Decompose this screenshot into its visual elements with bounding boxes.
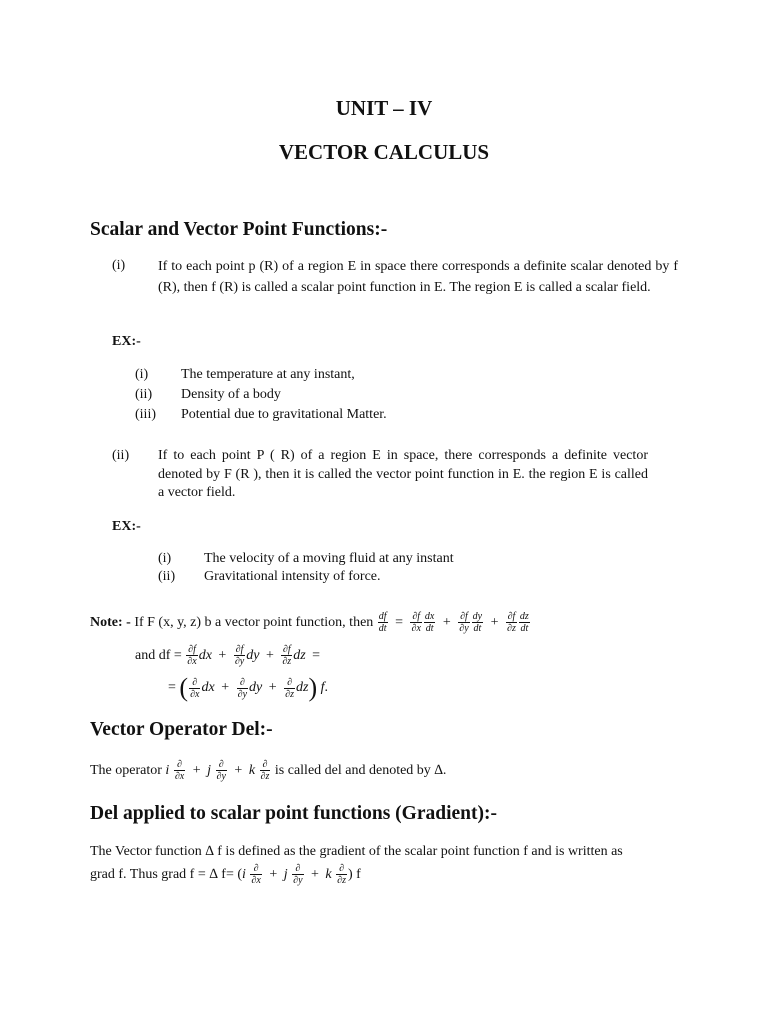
example-label-1: EX:- xyxy=(112,334,141,349)
example1-item-text: Potential due to gravitational Matter. xyxy=(181,407,387,422)
note-text: If F (x, y, z) b a vector point function, then xyxy=(130,615,374,630)
item-ii-text: If to each point P ( R) of a region E in space, there corresponds a definite vector denoted by F (R ), then it is called the vector point function in E. the region E is called a vector field. xyxy=(158,448,648,500)
example1-item-num: (ii) xyxy=(135,387,153,402)
del-operator-line: The operator i $\frac{\partial}{\partial x}$ + j $\frac{\partial}{\partial y}$ + k $\frac{\partial}{\partial z}$ is called del and denoted by ∆. xyxy=(90,759,447,783)
gradient-definition-line: The Vector function ∆ f is defined as the gradient of the scalar point function f and is written as xyxy=(90,844,623,859)
example1-item-text: The temperature at any instant, xyxy=(181,367,355,382)
example1-item-num: (i) xyxy=(135,367,149,382)
operator-form-line: = ( $\frac{\partial}{\partial x}$ dx + $\frac{\partial}{\partial y}$ dy + $\frac{\partial}{\partial z}$ dz) f. xyxy=(168,673,329,702)
and-df-text: and df = xyxy=(135,648,182,663)
unit-title: UNIT – IV xyxy=(335,96,433,120)
section-heading-gradient: Del applied to scalar point functions (Gradient):- xyxy=(90,803,497,824)
item-ii-number: (ii) xyxy=(112,448,130,463)
item-i-number: (i) xyxy=(112,258,126,273)
section-heading-scalar-vector: Scalar and Vector Point Functions:- xyxy=(90,219,388,240)
df-expansion-line: and df = $\frac{\partial f}{\partial x}$ dx + $\frac{\partial f}{\partial y}$ dy + $\frac{\partial f}{\partial z}$ dz = xyxy=(135,644,321,668)
gradient-formula-line: grad f. Thus grad f = ∆ f= (i $\frac{\partial}{\partial x}$ + j $\frac{\partial}{\partial y}$ + k $\frac{\partial}{\partial z}$ ) f xyxy=(90,863,361,887)
note-line: Note: - If F (x, y, z) b a vector point function, then $\frac{df}{dt}$ = $\frac{\partial f}{\partial x}$ $\frac{dx}{dt}$ + $\frac{\partial f}{\partial y}$ $\frac{dy}{dt}$ + $\frac{\partial f}{\partial z}$ $\frac{dz}{dt}$ xyxy=(90,611,529,635)
item-i-text: If to each point p (R) of a region E in space there corresponds a definite scalar denoted by f (R), then f (R) is called a scalar point function in E. The region E is called a scalar field. xyxy=(158,259,678,295)
example2-item-num: (i) xyxy=(158,551,172,566)
example2-item-num: (ii) xyxy=(158,569,176,584)
example2-item-text: Gravitational intensity of force. xyxy=(204,569,381,584)
total-derivative-fraction: $\frac{df}{dt}$ xyxy=(378,611,387,635)
example2-item-text: The velocity of a moving fluid at any instant xyxy=(204,551,454,566)
section-heading-vector-operator: Vector Operator Del:- xyxy=(90,719,273,740)
example1-item-num: (iii) xyxy=(135,407,156,422)
example1-item-text: Density of a body xyxy=(181,387,281,402)
subject-title: VECTOR CALCULUS xyxy=(278,140,490,164)
example-label-2: EX:- xyxy=(112,519,141,534)
note-label: Note: - xyxy=(90,615,131,630)
